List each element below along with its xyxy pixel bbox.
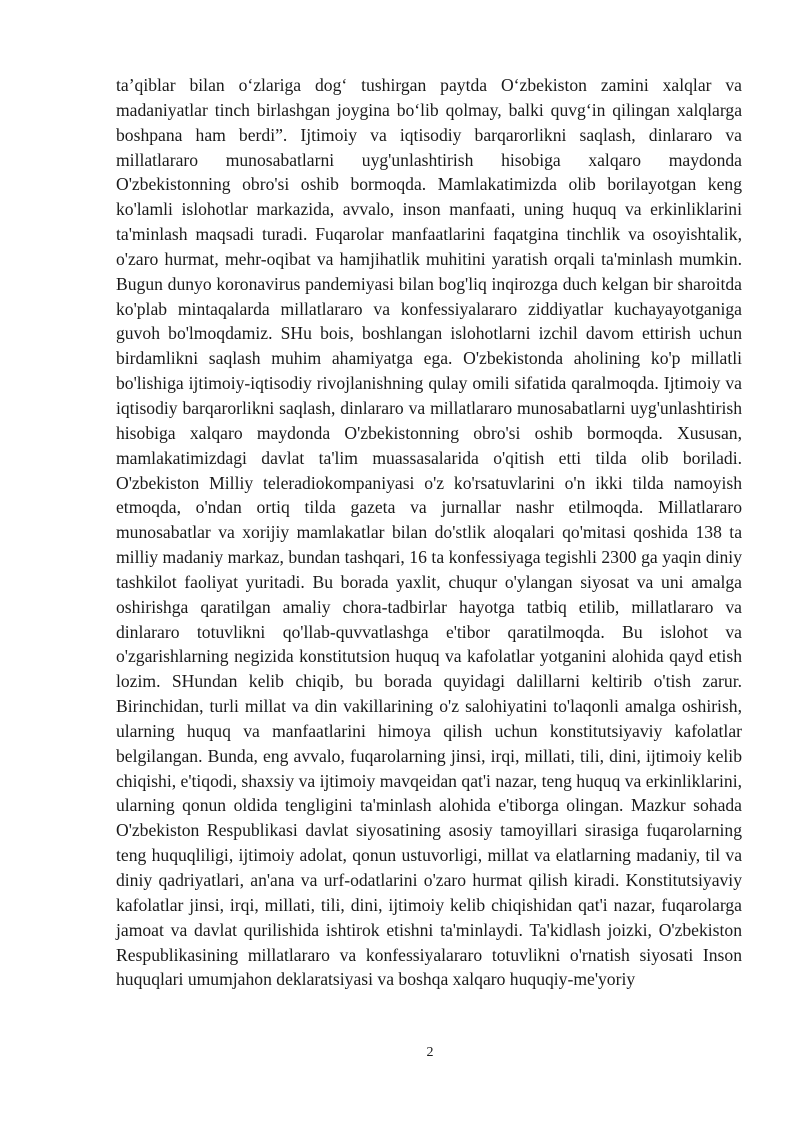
body-paragraph: ta’qiblar bilan o‘zlariga dog‘ tushirgan paytda O‘zbekiston zamini xalqlar va madaniyatlar tinch birlashgan joygina bo‘lib qolmay, balki quvg‘in qilingan xalqlarga boshpana ham berdi”. Ijtimoiy va iqtisodiy barqarorlikni saqlash, dinlararo va millatlararo munosabatlarni uyg'unlashtirish hisobiga xalqaro maydonda O'zbekistonning obro'si oshib bormoqda. Mamlakatimizda olib borilayotgan keng ko'lamli islohotlar markazida, avvalo, inson manfaati, uning huquq va erkinliklarini ta'minlash maqsadi turadi. Fuqarolar manfaatlarini faqatgina tinchlik va osoyishtalik, o'zaro hurmat, mehr-oqibat va hamjihatlik muhitini yaratish orqali ta'minlash mumkin. Bugun dunyo koronavirus pandemiyasi bilan bog'liq inqirozga duch kelgan bir sharoitda ko'plab mintaqalarda millatlararo va konfessiyalararo ziddiyatlar kuchayayotganiga guvoh bo'lmoqdamiz. SHu bois, boshlangan islohotlarni izchil davom ettirish uchun birdamlikni saqlash muhim ahamiyatga ega. O'zbekistonda aholining ko'p millatli bo'lishiga ijtimoiy-iqtisodiy rivojlanishning qulay omili sifatida qaralmoqda. Ijtimoiy va iqtisodiy barqarorlikni saqlash, dinlararo va millatlararo munosabatlarni uyg'unlashtirish hisobiga xalqaro maydonda O'zbekistonning obro'si oshib bormoqda. Xususan, mamlakatimizdagi davlat ta'lim muassasalarida o'qitish etti tilda olib boriladi. O'zbekiston Milliy teleradiokompaniyasi o'z ko'rsatuvlarini o'n ikki tilda namoyish etmoqda, o'ndan ortiq tilda gazeta va jurnallar nashr etilmoqda. Millatlararo munosabatlar va xorijiy mamlakatlar bilan do'stlik aloqalari qo'mitasi qoshida 138 ta milliy madaniy markaz, bundan tashqari, 16 ta konfessiyaga tegishli 2300 ga yaqin diniy tashkilot faoliyat yuritadi. Bu borada yaxlit, chuqur o'ylangan siyosat va uni amalga oshirishga qaratilgan amaliy chora-tadbirlar hayotga tatbiq etilib, millatlararo va dinlararo totuvlikni qo'llab-quvvatlashga e'tibor qaratilmoqda. Bu islohot va o'zgarishlarning negizida konstitutsion huquq va kafolatlar yotganini alohida qayd etish lozim. SHundan kelib chiqib, bu borada quyidagi dalillarni keltirib o'tish zarur. Birinchidan, turli millat va din vakillarining o'z salohiyatini to'laqonli amalga oshirish, ularning huquq va manfaatlarini himoya qilish uchun konstitutsiyaviy kafolatlar belgilangan. Bunda, eng avvalo, fuqarolarning jinsi, irqi, millati, tili, dini, ijtimoiy kelib chiqishi, e'tiqodi, shaxsiy va ijtimoiy mavqeidan qat'i nazar, teng huquq va erkinliklarini, ularning qonun oldida tengligini ta'minlash alohida e'tiborga olingan. Mazkur sohada O'zbekiston Respublikasi davlat siyosatining asosiy tamoyillari sirasiga fuqarolarning teng huquqliligi, ijtimoiy adolat, qonun ustuvorligi, millat va elatlarning madaniy, til va diniy qadriyatlari, an'ana va urf-odatlarini o'zaro hurmat qilish kiradi. Konstitutsiyaviy kafolatlar jinsi, irqi, millati, tili, dini, ijtimoiy kelib chiqishidan qat'i nazar, fuqarolarga jamoat va davlat qurilishida ishtirok etishni ta'minlaydi. Ta'kidlash joizki, O'zbekiston Respublikasining millatlararo va konfessiyalararo totuvlikni o'rnatish siyosati Inson huquqlari umumjahon deklaratsiyasi va boshqa xalqaro huquqiy-me'yoriy xyxy=(116,75,742,990)
page-number: 2 xyxy=(426,1045,434,1060)
